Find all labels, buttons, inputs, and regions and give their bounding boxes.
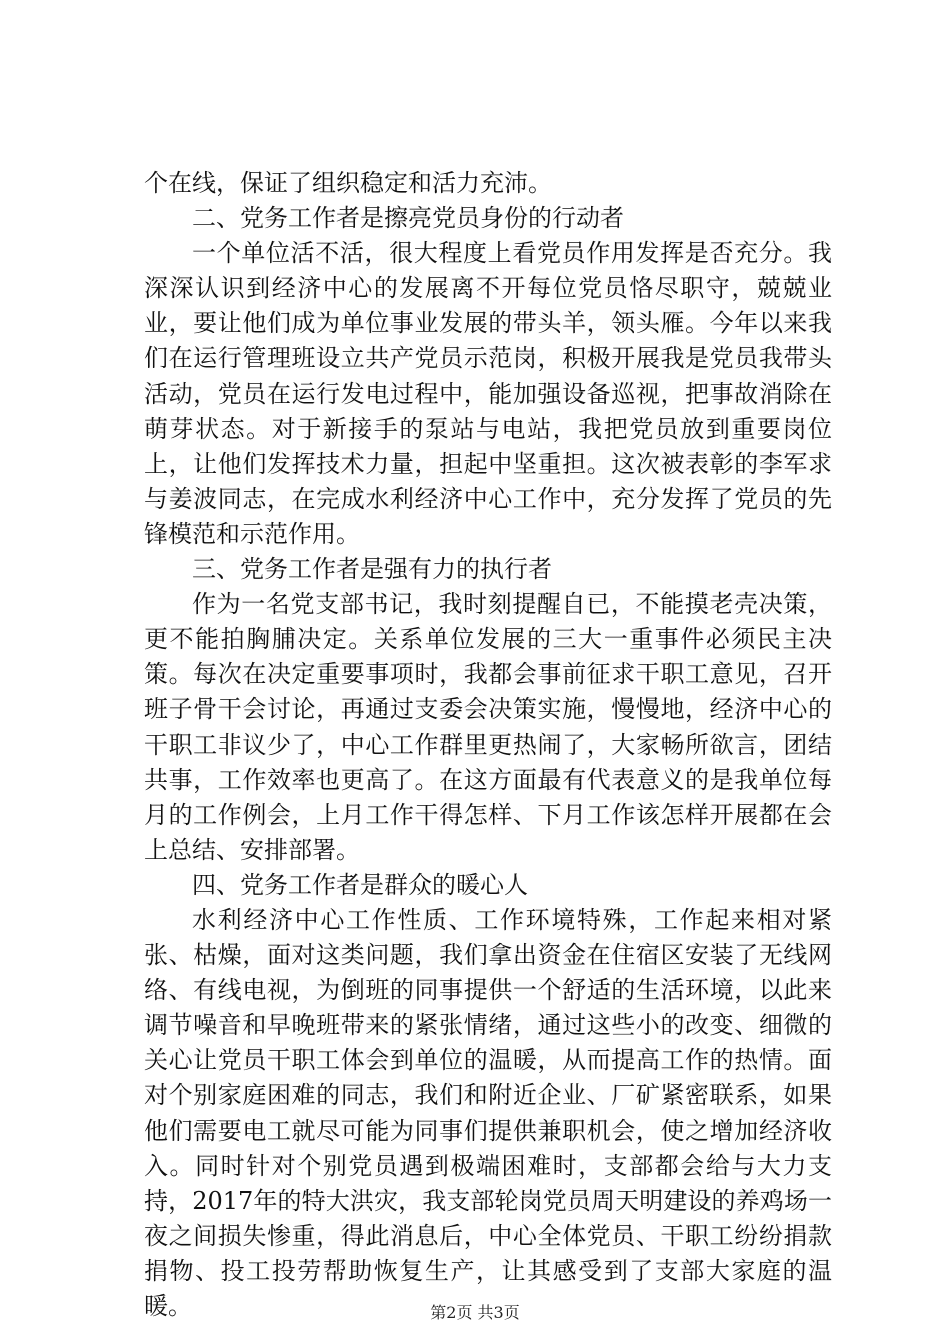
body-paragraph: 个在线，保证了组织稳定和活力充沛。	[144, 169, 552, 197]
section-heading: 三、党务工作者是强有力的执行者	[192, 555, 552, 584]
section-heading: 四、党务工作者是群众的暖心人	[192, 870, 528, 899]
section-heading: 二、党务工作者是擦亮党员身份的行动者	[192, 204, 624, 233]
body-paragraph: 作为一名党支部书记，我时刻提醒自已，不能摸老壳决策，更不能拍胸脯决定。关系单位发展的三大一重事件必须民主决策。每次在决定重要事项时，我都会事前征求干职工意见，召开班子骨干会讨论，再通过支委会决策实施，慢慢地，经济中心的干职工非议少了，中心工作群里更热闹了，大家畅所欲言，团结共事，工作效率也更高了。在这方面最有代表意义的是我单位每月的工作例会，上月工作干得怎样、下月工作该怎样开展都在会上总结、安排部署。	[144, 590, 832, 864]
body-paragraph: 水利经济中心工作性质、工作环境特殊，工作起来相对紧张、枯燥，面对这类问题，我们拿出资金在住宿区安装了无线网络、有线电视，为倒班的同事提供一个舒适的生活环境，以此来调节噪音和早晚班带来的紧张情绪，通过这些小的改变、细微的关心让党员干职工体会到单位的温暖，从而提高工作的热情。面对个别家庭困难的同志，我们和附近企业、厂矿紧密联系，如果他们需要电工就尽可能为同事们提供兼职机会，使之增加经济收入。同时针对个别党员遇到极端困难时，支部都会给与大力支持，2017年的特大洪灾，我支部轮岗党员周天明建设的养鸡场一夜之间损失惨重，得此消息后，中心全体党员、干职工纷纷捐款捐物、投工投劳帮助恢复生产，让其感受到了支部大家庭的温暖。	[144, 905, 832, 1320]
document-body	[144, 166, 832, 1324]
page-number-footer: 第2页 共3页	[430, 1303, 520, 1322]
body-paragraph: 一个单位活不活，很大程度上看党员作用发挥是否充分。我深深认识到经济中心的发展离不开每位党员恪尽职守，兢兢业业，要让他们成为单位事业发展的带头羊，领头雁。今年以来我们在运行管理班设立共产党员示范岗，积极开展我是党员我带头活动，党员在运行发电过程中，能加强设备巡视，把事故消除在萌芽状态。对于新接手的泵站与电站，我把党员放到重要岗位上，让他们发挥技术力量，担起中坚重担。这次被表彰的李军求与姜波同志，在完成水利经济中心工作中，充分发挥了党员的先锋模范和示范作用。	[144, 239, 832, 548]
